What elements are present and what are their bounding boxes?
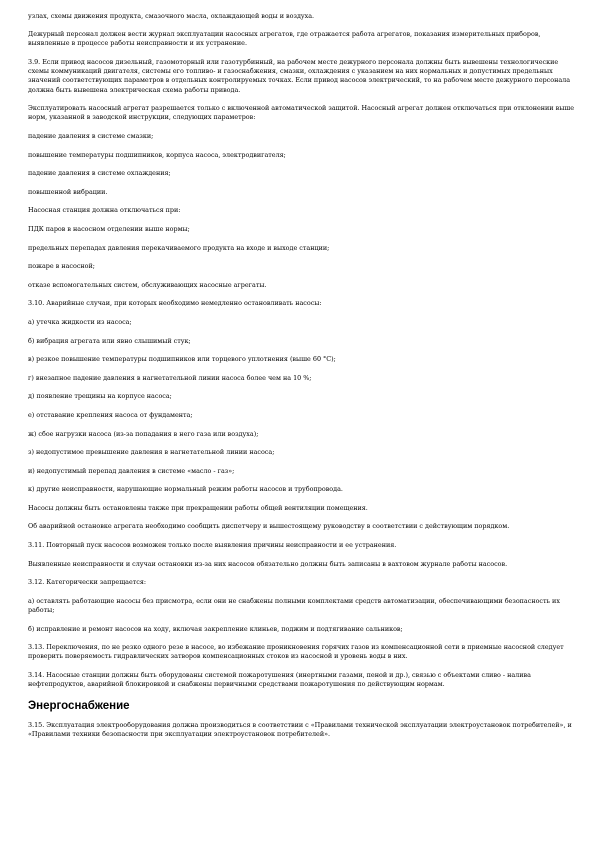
paragraph: Эксплуатировать насосный агрегат разрешается только с включенной автоматической защитой. Насосный агрегат должен отключаться при отклонении выше норм, указанной в заводской инструкции, следующих параметров: — [28, 104, 574, 122]
list-item: з) недопустимое превышение давления в нагнетательной линии насоса; — [28, 448, 275, 457]
list-item: падение давления в системе охлаждения; — [28, 169, 171, 178]
list-item: повышение температуры подшипников, корпуса насоса, электродвигателя; — [28, 150, 286, 159]
list-item: б) вибрация агрегата или явно слышимый стук; — [28, 336, 191, 345]
list-item: в) резкое повышение температуры подшипников или торцевого уплотнения (выше 60 °С); — [28, 355, 336, 364]
section-heading: Энергоснабжение — [28, 699, 130, 712]
list-item: падение давления в системе смазки; — [28, 132, 154, 140]
paragraph: 3.12. Категорически запрещается: — [28, 578, 147, 587]
list-item: д) появление трещины на корпусе насоса; — [28, 392, 172, 401]
list-item: б) исправление и ремонт насосов на ходу, включая закрепление клиньев, поджим и подтягивание сальников; — [28, 624, 403, 633]
list-item: г) внезапное падение давления в нагнетательной линии насоса более чем на 10 %; — [28, 373, 312, 382]
paragraph: Выявленные неисправности и случаи остановки из-за них насосов обязательно должны быть записаны в вахтовом журнале работы насосов. — [28, 559, 508, 568]
paragraph: Дежурный персонал должен вести журнал эксплуатации насосных агрегатов, где отражается работа агрегатов, показания измерительных приборов, выявленные в процессе работы неисправности и их устранение. — [28, 30, 541, 48]
paragraph: Насосы должны быть остановлены также при прекращении работы общей вентиляции помещения. — [28, 503, 368, 512]
list-item: пожаре в насосной; — [28, 262, 95, 271]
paragraph: 3.15. Эксплуатация электрооборудования должна производиться в соответствии с «Правилами технической эксплуатации электроустановок потребителей», и «Правилами техники безопасности при эксплуатации электроустановок потребителей». — [28, 720, 572, 739]
paragraph: Об аварийной остановке агрегата необходимо сообщить диспетчеру и вышестоящему руководству в соответствии с действующим порядком. — [28, 522, 510, 531]
paragraph: Насосная станция должна отключаться при: — [28, 206, 181, 215]
paragraph: 3.11. Повторный пуск насосов возможен только после выявления причины неисправности и ее устранения. — [28, 541, 397, 550]
list-item: отказе вспомогательных систем, обслуживающих насосные агрегаты. — [28, 280, 267, 289]
paragraph: 3.10. Аварийные случаи, при которых необходимо немедленно остановливать насосы: — [28, 299, 322, 308]
paragraph: 3.13. Переключения, по не резко одного резе в насосе, во избежание проникновения горячих газов из компенсационной сети в приемные насосной следует проверить поверяемость гидравлических затворов компенсационных стоков из насосной и уровень воды в них. — [28, 643, 564, 661]
paragraph: 3.14. Насосные станции должны быть оборудованы системой пожаротушения (инертными газами, пеной и др.), связью с объектами сливо - налива нефтепродуктов, аварийной блокировкой и снабжены первичными средствами пожаротушения по действующим нормам. — [28, 671, 531, 689]
list-item: к) другие неисправности, нарушающие нормальный режим работы насосов и трубопровода. — [28, 485, 343, 494]
paragraph: 3.9. Если привод насосов дизельный, газомоторный или газотурбинный, на рабочем месте дежурного персонала должны быть вывешены технологические схемы коммуникаций двигателя, системы его топливо- и газоснабжения, смазки, охлаждения с указанием на них нормальных и допустимых предельных значений соответствующих параметров в отдельных контролируемых точках. Если привод насосов электрический, то на рабочем месте дежурного персонала должна быть вывешена электрическая схема работы привода. — [28, 58, 571, 94]
list-item: а) утечка жидкости из насоса; — [28, 317, 132, 326]
list-item: повышенной вибрации. — [28, 187, 108, 196]
list-item: ж) сбое нагрузки насоса (из-за попадания в него газа или воздуха); — [28, 429, 259, 438]
list-item: е) отставание крепления насоса от фундамента; — [28, 410, 193, 419]
list-item: а) оставлять работающие насосы без присмотра, если они не снабжены полными комплектами средств автоматизации, обеспечивающими безопасность их работы; — [28, 596, 560, 615]
paragraph: узлах, схемы движения продукта, смазочного масла, охлаждающей воды и воздуха. — [28, 12, 315, 20]
list-item: и) недопустимый перепад давления в системе «масло - газ»; — [28, 466, 235, 475]
list-item: ПДК паров в насосном отделении выше нормы; — [28, 224, 190, 233]
list-item: предельных перепадах давления перекачиваемого продукта на входе и выходе станции; — [28, 243, 330, 252]
